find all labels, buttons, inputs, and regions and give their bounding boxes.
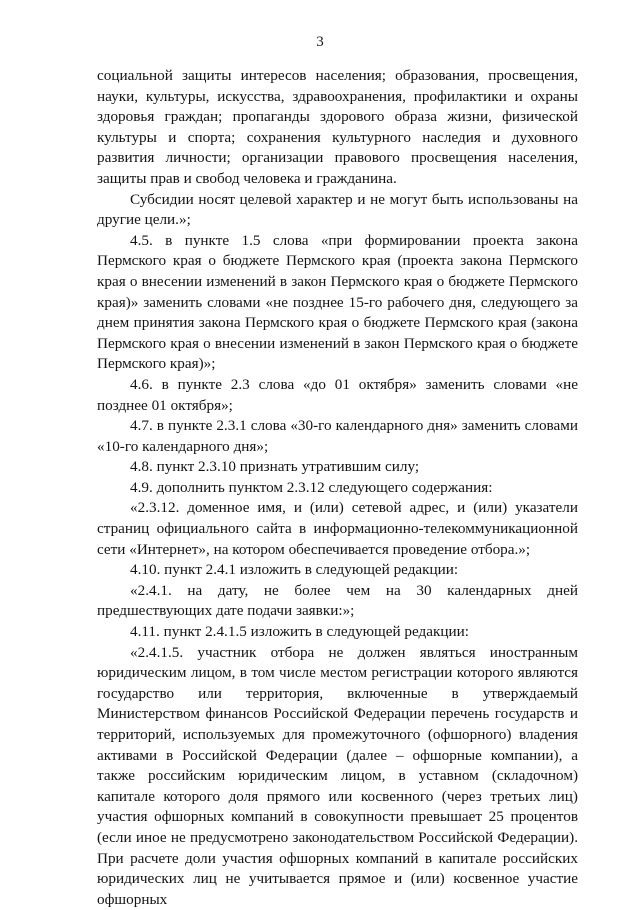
paragraph-5: 4.7. в пункте 2.3.1 слова «30-го календарного дня» заменить словами «10-го календарного дня»; <box>97 417 578 455</box>
document-body <box>97 66 578 910</box>
paragraph-10: «2.4.1. на дату, не более чем на 30 календарных дней предшествующих дате подачи заявки:»; <box>97 581 578 620</box>
page-number: 3 <box>316 34 324 50</box>
paragraph-1: социальной защиты интересов населения; образования, просвещения, науки, культуры, искусства, здравоохранения, профилактики и охраны здоровья граждан; пропаганды здорового образа жизни, физической культуры и спорта; сохранения культурного наследия и духовного развития личности; организации правового просвещения населения, защиты прав и свобод человека и гражданина. <box>97 67 578 187</box>
paragraph-4: 4.6. в пункте 2.3 слова «до 01 октября» заменить словами «не позднее 01 октября»; <box>97 375 578 414</box>
paragraph-8: «2.3.12. доменное имя, и (или) сетевой адрес, и (или) указатели страниц официального сайта в информационно-телекоммуникационной сети «Интернет», на котором обеспечивается проведение отбора.»; <box>97 499 578 558</box>
paragraph-12: «2.4.1.5. участник отбора не должен являться иностранным юридическим лицом, в том числе местом регистрации которого являются государство или территория, включенные в утверждаемый Министерством финансов Российской Федерации перечень государств и территорий, используемых для промежуточного (офшорного) владения активами в Российской Федерации (далее – офшорные компании), а также российским юридическим лицом, в уставном (складочном) капитале которого доля прямого или косвенного (через третьих лиц) участия офшорных компаний в совокупности превышает 25 процентов (если иное не предусмотрено законодательством Российской Федерации). При расчете доли участия офшорных компаний в капитале российских юридических лиц не учитывается прямое и (или) косвенное участие офшорных <box>97 643 578 908</box>
paragraph-6: 4.8. пункт 2.3.10 признать утратившим силу; <box>130 458 420 476</box>
paragraph-3: 4.5. в пункте 1.5 слова «при формировании проекта закона Пермского края о бюджете Пермского края (проекта закона Пермского края о внесении изменений в закон Пермского края о бюджете Пермского края)» заменить словами «не позднее 15-го рабочего дня, следующего за днем принятия закона Пермского края о бюджете Пермского края (закона Пермского края о внесении изменений в закон Пермского края о бюджете Пермского края)»; <box>97 231 578 373</box>
paragraph-2: Субсидии носят целевой характер и не могут быть использованы на другие цели.»; <box>97 190 578 229</box>
paragraph-9: 4.10. пункт 2.4.1 изложить в следующей редакции: <box>130 561 459 579</box>
paragraph-7: 4.9. дополнить пунктом 2.3.12 следующего содержания: <box>130 478 493 496</box>
paragraph-11: 4.11. пункт 2.4.1.5 изложить в следующей редакции: <box>130 623 469 641</box>
